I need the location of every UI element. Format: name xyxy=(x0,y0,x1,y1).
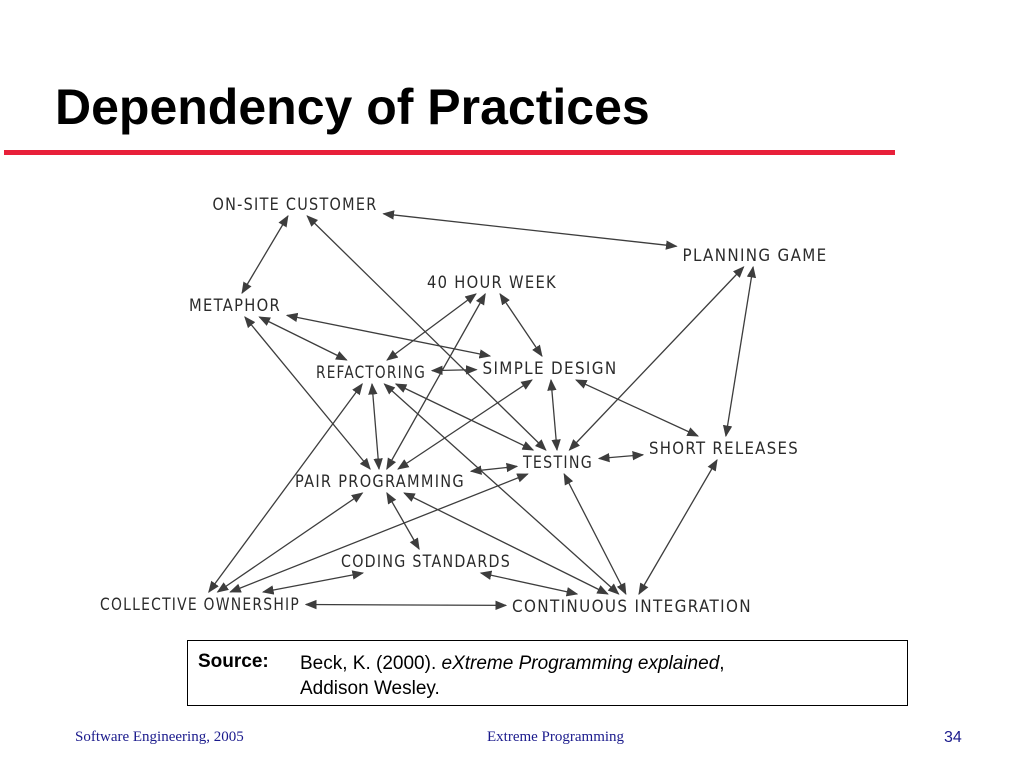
edge-testing-continuous xyxy=(564,474,626,594)
edge-planning-short xyxy=(726,267,753,436)
edge-onsite-metaphor xyxy=(242,216,288,293)
edge-onsite-testing xyxy=(307,216,546,450)
edge-refactoring-simple xyxy=(432,370,477,371)
node-continuous: CONTINUOUS INTEGRATION xyxy=(512,597,752,617)
edge-short-continuous xyxy=(639,460,717,594)
node-coding: CODING STANDARDS xyxy=(341,552,511,572)
node-simple: SIMPLE DESIGN xyxy=(482,359,618,379)
node-fortyhour: 40 HOUR WEEK xyxy=(427,273,557,293)
slide-title: Dependency of Practices xyxy=(55,79,650,135)
practices-dependency-diagram xyxy=(0,168,930,628)
node-onsite: ON-SITE CUSTOMER xyxy=(212,195,378,215)
citation-author: Beck, K. (2000). xyxy=(300,653,437,674)
node-pair: PAIR PROGRAMMING xyxy=(295,472,465,492)
source-citation xyxy=(300,651,900,701)
title-underline xyxy=(4,150,895,155)
edge-metaphor-refactoring xyxy=(259,317,346,360)
edge-metaphor-pair xyxy=(245,317,370,469)
node-short: SHORT RELEASES xyxy=(649,439,799,459)
node-planning: PLANNING GAME xyxy=(682,246,828,266)
source-label: Source: xyxy=(198,651,269,672)
edge-pair-coding xyxy=(387,493,419,549)
footer-course: Software Engineering, 2005 xyxy=(75,729,244,745)
citation-book-title: eXtreme Programming explained xyxy=(441,653,720,674)
footer-topic: Extreme Programming xyxy=(487,729,625,745)
edge-fortyhour-simple xyxy=(500,294,542,356)
citation-publisher: Addison Wesley. xyxy=(300,678,440,699)
edge-collective-continuous xyxy=(306,605,506,606)
citation-comma: , xyxy=(719,653,725,674)
node-metaphor: METAPHOR xyxy=(189,296,281,316)
source-citation-box xyxy=(187,640,908,706)
edge-coding-continuous xyxy=(481,573,577,594)
edge-simple-testing xyxy=(551,380,557,450)
node-refactoring: REFACTORING xyxy=(316,363,426,383)
practice-nodes xyxy=(100,195,828,617)
edge-coding-collective xyxy=(263,573,363,592)
edge-refactoring-pair xyxy=(372,384,379,469)
edge-simple-short xyxy=(576,380,698,436)
slide-number: 34 xyxy=(944,729,962,746)
node-collective: COLLECTIVE OWNERSHIP xyxy=(100,595,300,615)
edge-metaphor-simple xyxy=(287,315,490,356)
edge-testing-short xyxy=(599,455,643,459)
node-testing: TESTING xyxy=(522,453,593,473)
edge-onsite-planning xyxy=(384,214,677,247)
